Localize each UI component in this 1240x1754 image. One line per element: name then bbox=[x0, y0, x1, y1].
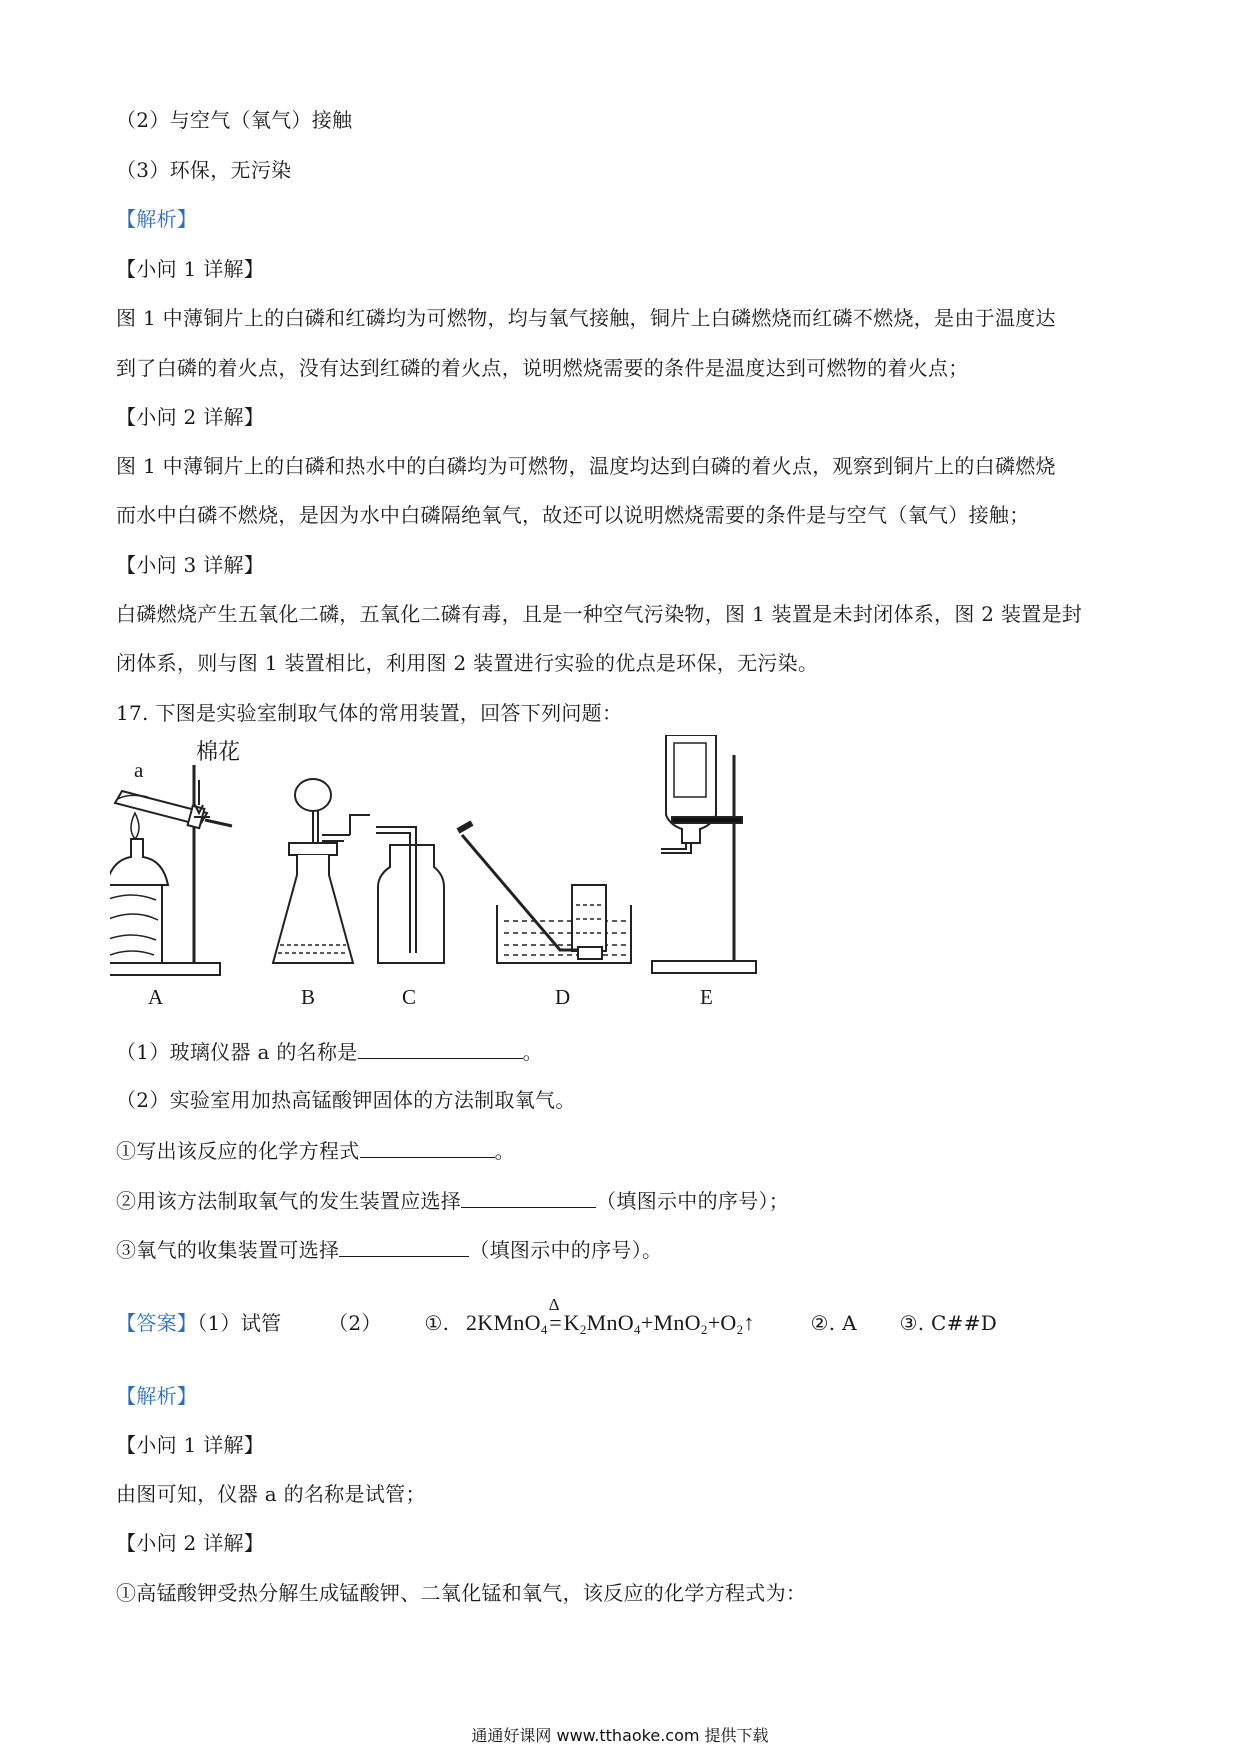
sub-question-1-heading: 【小问 1 详解】 bbox=[116, 257, 265, 281]
answer-2-1-num: ①. bbox=[424, 1311, 450, 1335]
analysis-sub-1: 【小问 1 详解】 bbox=[116, 1433, 265, 1457]
eq-subscript: 2 bbox=[700, 1322, 708, 1337]
answer-line bbox=[116, 1295, 998, 1343]
question-2: （2）实验室用加热高锰酸钾固体的方法制取氧气。 bbox=[116, 1088, 576, 1112]
paragraph-line: 而水中白磷不燃烧，是因为水中白磷隔绝氧气，故还可以说明燃烧需要的条件是与空气（氧气）接触； bbox=[116, 503, 1030, 527]
apparatus-figure bbox=[110, 735, 860, 1010]
question-1-end: 。 bbox=[522, 1040, 543, 1064]
apparatus-b bbox=[273, 779, 370, 1009]
apparatus-label-d: D bbox=[555, 985, 571, 1009]
question-1 bbox=[116, 1038, 543, 1065]
label-cotton: 棉花 bbox=[196, 740, 241, 765]
paragraph-line: 闭体系，则与图 1 装置相比，利用图 2 装置进行实验的优点是环保，无污染。 bbox=[116, 651, 819, 675]
chemical-equation bbox=[465, 1295, 761, 1337]
analysis-heading-1: 【解析】 bbox=[116, 207, 198, 231]
analysis-sub-2: 【小问 2 详解】 bbox=[116, 1531, 265, 1555]
apparatus-label-b: B bbox=[301, 985, 316, 1009]
question-2-1 bbox=[116, 1137, 515, 1164]
question-17-stem: 17. 下图是实验室制取气体的常用装置，回答下列问题： bbox=[116, 701, 623, 725]
eq-subscript: 2 bbox=[736, 1322, 744, 1337]
eq-product-2: +MnO bbox=[640, 1310, 701, 1335]
apparatus-c bbox=[376, 827, 444, 1009]
question-2-3-end: （填图示中的序号）。 bbox=[469, 1238, 663, 1262]
apparatus-d bbox=[458, 823, 631, 1009]
page-footer: 通通好课网 www.tthaoke.com 提供下载 bbox=[471, 1726, 769, 1745]
answer-2: （2） bbox=[328, 1311, 382, 1335]
question-2-1-end: 。 bbox=[494, 1139, 515, 1163]
question-2-2-text: ②用该方法制取氧气的发生装置应选择 bbox=[116, 1189, 462, 1213]
apparatus-e bbox=[652, 735, 756, 1009]
line-2: （3）环保，无污染 bbox=[116, 158, 292, 182]
answer-1: （1）试管 bbox=[197, 1311, 282, 1335]
eq-reactant: 2KMnO bbox=[465, 1310, 541, 1335]
paragraph-line: 图 1 中薄铜片上的白磷和红磷均为可燃物，均与氧气接触，铜片上白磷燃烧而红磷不燃烧，是由于温度达 bbox=[116, 306, 1056, 330]
eq-subscript: 2 bbox=[579, 1322, 587, 1337]
apparatus-label-e: E bbox=[700, 985, 713, 1009]
eq-product-3: +O bbox=[707, 1310, 737, 1335]
eq-delta: Δ bbox=[548, 1295, 560, 1314]
question-2-2 bbox=[116, 1187, 789, 1214]
answer-2-3: ③. C##D bbox=[899, 1311, 998, 1335]
question-2-3-text: ③氧气的收集装置可选择 bbox=[116, 1238, 340, 1262]
eq-subscript: 4 bbox=[634, 1322, 641, 1337]
answer-tag: 【答案】 bbox=[116, 1311, 198, 1335]
line-1: （2）与空气（氧气）接触 bbox=[116, 108, 353, 132]
eq-product-1b: MnO bbox=[586, 1310, 634, 1335]
paragraph-line: 图 1 中薄铜片上的白磷和热水中的白磷均为可燃物，温度均达到白磷的着火点，观察到铜片上的白磷燃烧 bbox=[116, 454, 1056, 478]
answer-blank-4 bbox=[339, 1236, 469, 1257]
question-2-1-text: ①写出该反应的化学方程式 bbox=[116, 1139, 360, 1163]
analysis-sub-1-text: 由图可知，仪器 a 的名称是试管； bbox=[116, 1482, 426, 1506]
answer-blank-3 bbox=[461, 1187, 596, 1208]
apparatus-a bbox=[110, 740, 240, 1009]
gas-arrow-icon: ↑ bbox=[743, 1310, 755, 1335]
apparatus-label-c: C bbox=[402, 985, 417, 1009]
apparatus-label-a: A bbox=[148, 985, 164, 1009]
eq-product-1: K bbox=[563, 1310, 580, 1335]
eq-equals-icon: = bbox=[549, 1310, 562, 1335]
question-1-text: （1）玻璃仪器 a 的名称是 bbox=[116, 1040, 358, 1064]
paragraph-line: 白磷燃烧产生五氧化二磷，五氧化二磷有毒，且是一种空气污染物，图 1 装置是未封闭体系，图 2 装置是封 bbox=[116, 602, 1083, 626]
eq-condition bbox=[548, 1295, 564, 1336]
label-a: a bbox=[134, 758, 144, 782]
answer-2-2: ②. A bbox=[810, 1311, 857, 1335]
eq-subscript: 4 bbox=[540, 1322, 548, 1337]
answer-blank-1 bbox=[358, 1038, 523, 1059]
question-2-2-end: （填图示中的序号）； bbox=[596, 1189, 790, 1213]
paragraph-line: 到了白磷的着火点，没有达到红磷的着火点，说明燃烧需要的条件是温度达到可燃物的着火点； bbox=[116, 356, 969, 380]
answer-blank-2 bbox=[360, 1137, 495, 1158]
sub-question-2-heading: 【小问 2 详解】 bbox=[116, 405, 265, 429]
analysis-heading-2: 【解析】 bbox=[116, 1384, 198, 1408]
analysis-sub-2-text: ①高锰酸钾受热分解生成锰酸钾、二氧化锰和氧气，该反应的化学方程式为： bbox=[116, 1581, 807, 1605]
sub-question-3-heading: 【小问 3 详解】 bbox=[116, 553, 265, 577]
question-2-3 bbox=[116, 1236, 662, 1263]
